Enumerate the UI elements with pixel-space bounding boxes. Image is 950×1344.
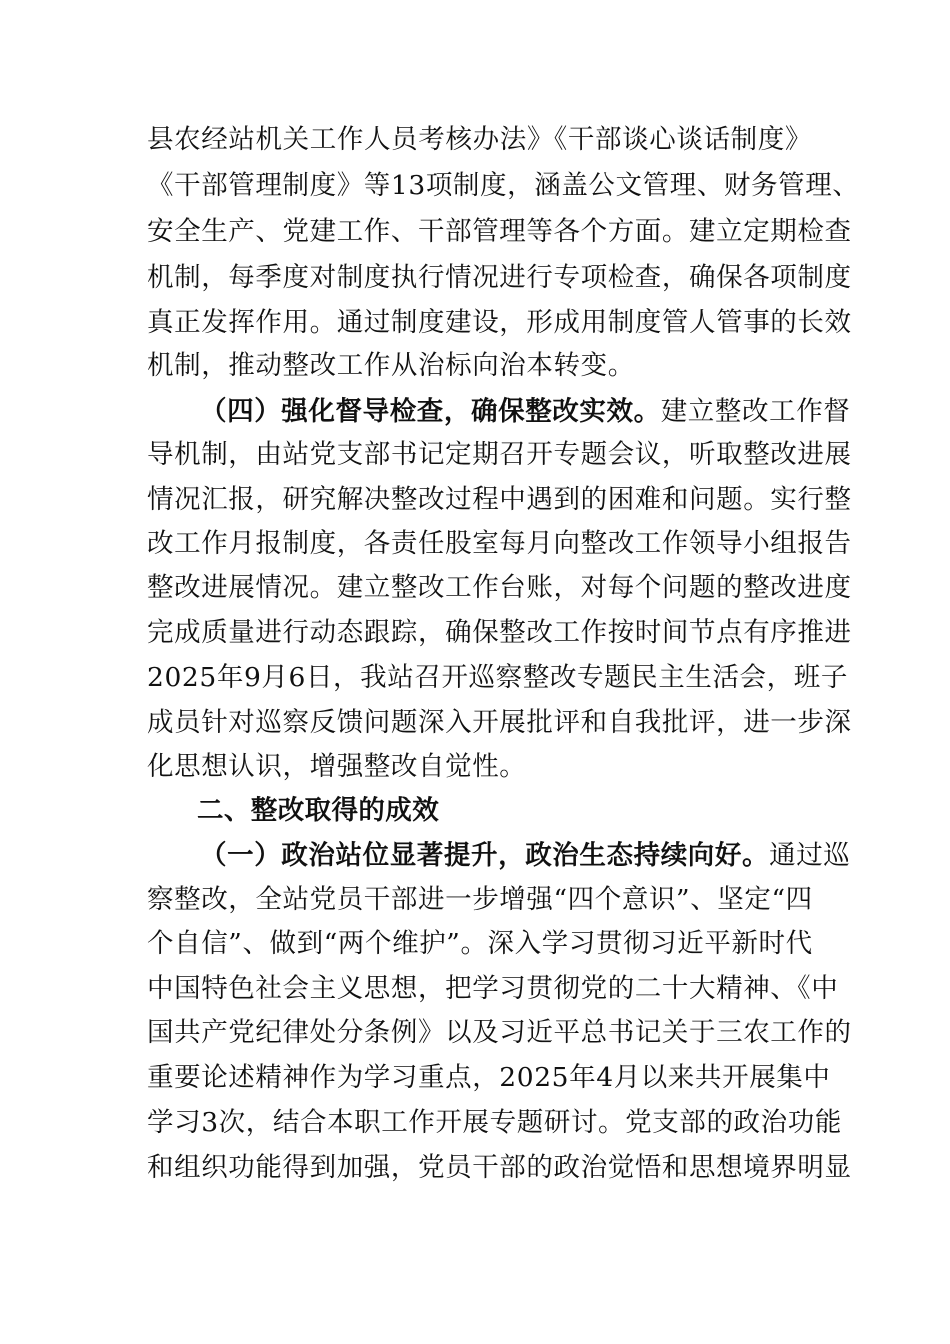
text-line: 和组织功能得到加强，党员干部的政治觉悟和思想境界明显 (147, 1152, 852, 1183)
text-span: 建立整改工作督 (660, 396, 851, 427)
text-line: 《干部管理制度》等13项制度，涵盖公文管理、财务管理、 (147, 170, 860, 201)
text-line: 机制，每季度对制度执行情况进行专项检查，确保各项制度 (147, 262, 852, 293)
text-line: 导机制，由站党支部书记定期召开专题会议，听取整改进展 (147, 439, 852, 470)
text-line: 成员针对巡察反馈问题深入开展批评和自我批评，进一步深 (147, 707, 852, 738)
text-line: 整改进展情况。建立整改工作台账，对每个问题的整改进度 (147, 572, 852, 603)
text-line: 重要论述精神作为学习重点，2025年4月以来共开展集中 (147, 1062, 831, 1093)
text-line: 县农经站机关工作人员考核办法》《干部谈心谈话制度》 (147, 124, 812, 155)
text-line: 化思想认识，增强整改自觉性。 (147, 751, 527, 782)
text-line: 完成质量进行动态跟踪，确保整改工作按时间节点有序推进 (147, 617, 852, 648)
section-paragraph-1 (200, 833, 851, 879)
section-heading-2: 二、整改取得的成效 (197, 795, 440, 826)
text-line: 察整改，全站党员干部进一步增强“四个意识”、坚定“四 (147, 884, 813, 915)
text-line: 真正发挥作用。通过制度建设，形成用制度管人管事的长效 (147, 307, 852, 338)
text-line: 机制，推动整改工作从治标向治本转变。 (147, 350, 635, 381)
text-span: 通过巡 (769, 840, 851, 871)
section-paragraph-4 (200, 389, 851, 435)
text-line: 安全生产、党建工作、干部管理等各个方面。建立定期检查 (147, 216, 852, 247)
text-line: 学习3次，结合本职工作开展专题研讨。党支部的政治功能 (147, 1107, 842, 1138)
text-line: 2025年9月6日，我站召开巡察整改专题民主生活会，班子 (147, 662, 848, 693)
text-line: 情况汇报，研究解决整改过程中遇到的困难和问题。实行整 (147, 484, 852, 515)
section-heading-4: （四）强化督导检查，确保整改实效。 (200, 396, 661, 427)
text-line: 国共产党纪律处分条例》以及习近平总书记关于三农工作的 (147, 1017, 852, 1048)
section-heading-1: （一）政治站位显著提升，政治生态持续向好。 (200, 840, 770, 871)
text-line: 个自信”、做到“两个维护”。深入学习贯彻习近平新时代 (147, 928, 813, 959)
text-line: 中国特色社会主义思想，把学习贯彻党的二十大精神、《中 (147, 973, 839, 1004)
text-line: 改工作月报制度，各责任股室每月向整改工作领导小组报告 (147, 528, 852, 559)
